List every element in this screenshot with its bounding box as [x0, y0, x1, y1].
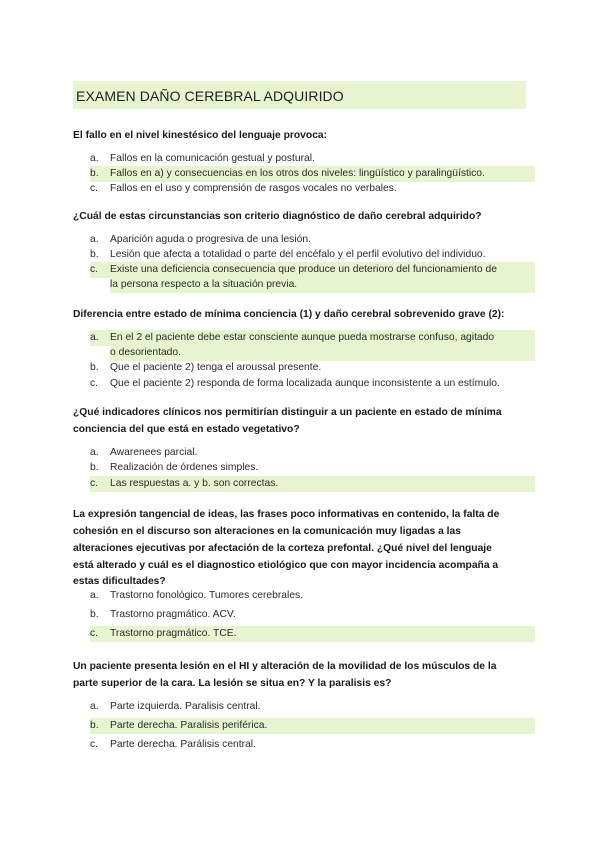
q2-option-a [90, 232, 535, 248]
option-letter: a. [90, 447, 99, 458]
option-text: Awarenees parcial. [110, 447, 198, 458]
option-letter: b. [90, 718, 110, 734]
option-text: Fallos en el uso y comprensión de rasgos vocales no verbales. [110, 183, 397, 194]
option-letter: a. [90, 153, 99, 164]
option-text: Trastorno pragmático. ACV. [110, 609, 236, 620]
option-letter: a. [90, 330, 110, 346]
option-text: Parte derecha. Paralisis periférica. [110, 718, 535, 734]
option-letter: b. [90, 249, 99, 260]
q6-option-a [90, 699, 535, 715]
option-text: Parte izquierda. Paralisis central. [110, 701, 261, 712]
question-1: El fallo en el nivel kinestésico del lenguaje provoca: [73, 130, 328, 141]
option-letter: b. [90, 462, 99, 473]
option-text: o desorientado. [110, 345, 535, 361]
option-text: Fallos en la comunicación gestual y postural. [110, 153, 315, 164]
option-text: En el 2 el paciente debe estar consciente aunque pueda mostrarse confuso, agitado [110, 330, 535, 346]
option-letter: c. [90, 739, 99, 750]
question-5-line-5: estas dificultades? [73, 576, 166, 587]
q3-option-c [90, 376, 535, 392]
exam-title: EXAMEN DAÑO CEREBRAL ADQUIRIDO [73, 81, 526, 109]
option-text: Parte derecha. Parálisis central. [110, 739, 256, 750]
q1-option-c [90, 181, 535, 197]
question-2: ¿Cuál de estas circunstancias son criterio diagnóstico de daño cerebral adquirido? [73, 211, 482, 222]
option-text: Que el paciente 2) responda de forma localizada aunque inconsistente a un estímulo. [110, 378, 500, 389]
q3-option-a-correct [90, 330, 535, 346]
option-letter: c. [90, 626, 110, 642]
option-letter: c. [90, 262, 110, 278]
option-letter: b. [90, 609, 99, 620]
option-text: Lesión que afecta a totalidad o parte del encéfalo y el perfil evolutivo del individuo. [110, 249, 486, 260]
option-letter: b. [90, 166, 110, 182]
q4-option-c-correct [90, 476, 535, 492]
question-5-line-1: La expresión tangencial de ideas, las frases poco informativas en contenido, la falta de [73, 509, 500, 520]
q4-option-b [90, 460, 535, 476]
q3-option-b [90, 360, 535, 376]
question-6-line-1: Un paciente presenta lesión en el HI y alteración de la movilidad de los músculos de la [73, 661, 497, 672]
option-text: Trastorno fonológico. Tumores cerebrales. [110, 590, 304, 601]
option-text: Realización de órdenes simples. [110, 462, 259, 473]
q5-option-b [90, 607, 535, 623]
q2-option-b [90, 247, 535, 263]
option-text: Existe una deficiencia consecuencia que produce un deterioro del funcionamiento de [110, 262, 535, 278]
option-letter: c. [90, 476, 110, 492]
option-text: Trastorno pragmático. TCE. [110, 626, 535, 642]
option-letter: b. [90, 362, 99, 373]
question-3: Diferencia entre estado de mínima conciencia (1) y daño cerebral sobrevenido grave (2): [73, 309, 505, 320]
option-letter: c. [90, 183, 99, 194]
q6-option-b-correct [90, 718, 535, 734]
option-letter: a. [90, 234, 99, 245]
q5-option-c-correct [90, 626, 535, 642]
option-text: Las respuestas a. y b. son correctas. [110, 476, 535, 492]
q5-option-a [90, 588, 535, 604]
q2-option-c-correct [90, 262, 535, 278]
q1-option-a [90, 151, 535, 167]
option-text: Que el paciente 2) tenga el aroussal presente. [110, 362, 322, 373]
question-5-line-4: está alterado y cuál es el diagnostico etiológico que con mayor incidencia acompaña a [73, 560, 499, 571]
option-text: Fallos en a) y consecuencias en los otros dos niveles: lingüístico y paralingüístico. [110, 166, 535, 182]
question-4-line-2: conciencia del que está en estado vegetativo? [73, 424, 300, 435]
option-letter: a. [90, 590, 99, 601]
question-4-line-1: ¿Qué indicadores clínicos nos permitirían distinguir a un paciente en estado de mínima [73, 407, 502, 418]
q3-option-a-continued [90, 345, 535, 361]
question-5-line-2: cohesión en el discurso son alteraciones en la comunicación muy ligadas a las [73, 526, 461, 537]
option-letter: a. [90, 701, 99, 712]
q2-option-c-continued [90, 277, 535, 293]
question-5-line-3: alteraciones ejecutivas por afectación de la corteza prefontal. ¿Qué nivel del lenguaje [73, 543, 492, 554]
question-6-line-2: parte superior de la cara. La lesión se situa en? Y la paralisis es? [73, 678, 392, 689]
option-letter: c. [90, 378, 99, 389]
option-text: Aparición aguda o progresiva de una lesión. [110, 234, 311, 245]
q6-option-c [90, 737, 535, 753]
option-text: la persona respecto a la situación previa. [110, 277, 535, 293]
q4-option-a [90, 445, 535, 461]
q1-option-b-correct [90, 166, 535, 182]
